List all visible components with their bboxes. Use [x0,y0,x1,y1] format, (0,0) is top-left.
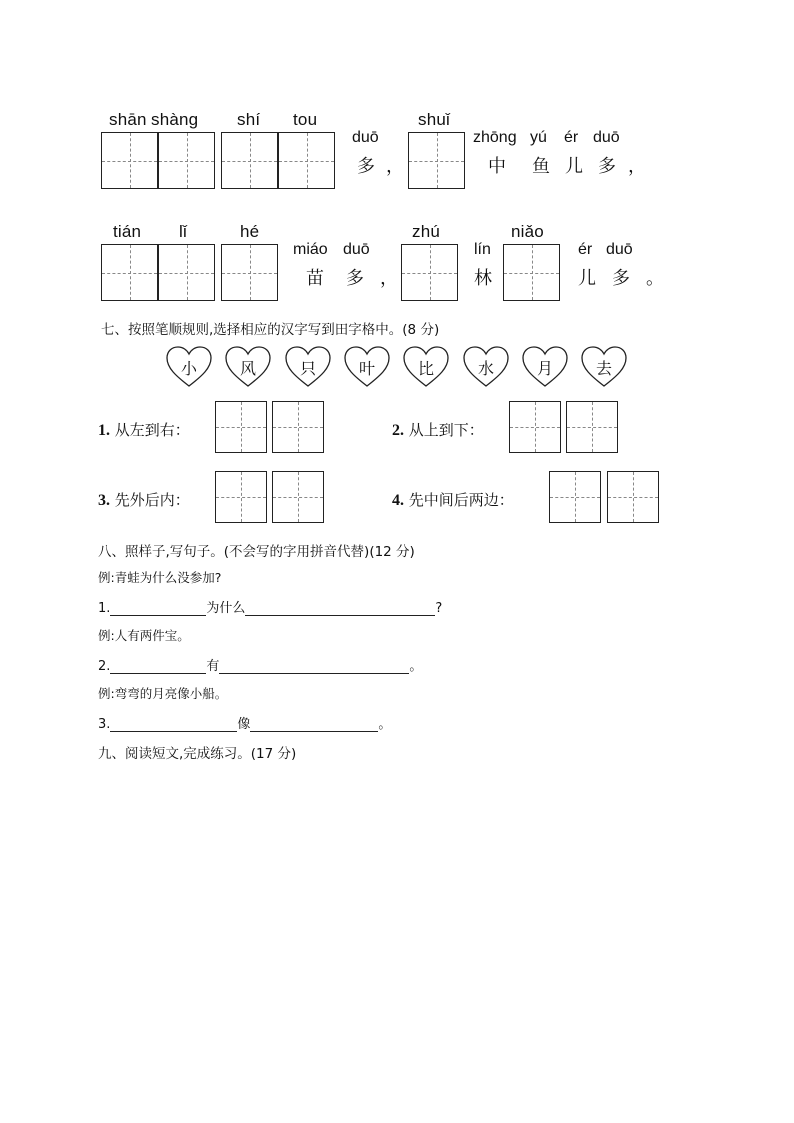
tian-grid-box[interactable] [278,132,335,189]
section-9-title: 九、阅读短文,完成练习。(17 分) [98,746,297,762]
pinyin-duo: duō [343,241,370,258]
item-number: 1. [98,422,110,439]
heart-card [166,346,212,388]
pinyin-duo-2: duō [606,241,633,258]
tian-grid-box[interactable] [272,471,324,523]
pinyin-he: hé [240,222,260,241]
heart-card [403,346,449,388]
q-mid: 有 [206,659,220,674]
item-number: 4. [392,492,404,509]
example-2: 例:人有两件宝。 [98,628,190,643]
tian-grid-box[interactable] [607,471,659,523]
pinyin-duo: duō [352,129,379,146]
heart-card [285,346,331,388]
tian-grid-box[interactable] [272,401,324,453]
sentence-q2 [98,655,422,674]
pinyin-zhong: zhōng [473,129,517,146]
heart-card [344,346,390,388]
tian-grid-box[interactable] [221,244,278,301]
hanzi-er: 儿 [565,156,583,177]
example-1: 例:青蛙为什么没参加? [98,570,222,585]
answer-blank[interactable] [110,717,237,732]
comma: ， [628,156,646,177]
tian-grid-box[interactable] [158,244,215,301]
answer-blank[interactable] [219,659,409,674]
item-label: 先中间后两边： [408,491,514,509]
tian-grid-box[interactable] [101,244,158,301]
tian-grid-box[interactable] [549,471,601,523]
stroke-order-item-2 [392,419,484,440]
period: 。 [646,268,664,289]
heart-char: 月 [536,359,553,378]
heart-char: 只 [299,359,316,378]
heart-char: 风 [239,359,256,378]
tian-grid-box[interactable] [215,401,267,453]
pinyin-shan: shān [109,110,147,129]
tian-grid-box[interactable] [158,132,215,189]
tian-grid-box[interactable] [401,244,458,301]
pinyin-er: ér [578,241,593,258]
item-label: 从上到下： [408,421,484,439]
answer-blank[interactable] [110,659,206,674]
pinyin-li: lǐ [179,222,187,241]
heart-char: 比 [417,359,434,378]
pinyin-shang: shàng [151,110,199,129]
hanzi-er: 儿 [578,268,596,289]
heart-char: 水 [477,359,494,378]
stroke-order-item-1 [98,419,190,440]
q-number: 2. [98,659,111,674]
tian-grid-box[interactable] [221,132,278,189]
answer-blank[interactable] [245,601,435,616]
pinyin-niao: niǎo [511,222,544,241]
item-number: 2. [392,422,404,439]
q-mid: 像 [237,717,251,732]
hanzi-duo-2: 多 [598,156,616,177]
hanzi-lin: 林 [474,268,492,289]
hanzi-yu: 鱼 [532,156,550,177]
section-7-title: 七、按照笔顺规则,选择相应的汉字写到田字格中。(8 分) [101,322,440,338]
heart-card [225,346,271,388]
hanzi-zhong: 中 [488,156,506,177]
heart-char: 叶 [358,359,375,378]
pinyin-miao: miáo [293,241,328,258]
pinyin-tian: tián [113,222,142,241]
section-8-title: 八、照样子,写句子。(不会写的字用拼音代替)(12 分) [98,544,415,560]
heart-card [463,346,509,388]
hanzi-duo-2: 多 [612,268,630,289]
q-end: 。 [409,659,423,674]
item-label: 从左到右： [114,421,190,439]
q-mid: 为什么 [206,601,246,616]
tian-grid-box[interactable] [503,244,560,301]
comma: ， [386,156,404,177]
tian-grid-box[interactable] [101,132,158,189]
tian-grid-box[interactable] [509,401,561,453]
example-3: 例:弯弯的月亮像小船。 [98,686,228,701]
heart-char: 小 [180,359,197,378]
heart-char: 去 [595,359,612,378]
pinyin-tou: tou [293,110,318,129]
tian-grid-box[interactable] [566,401,618,453]
answer-blank[interactable] [110,601,206,616]
q-end: ? [435,601,443,616]
heart-card [581,346,627,388]
pinyin-shi: shí [237,110,261,129]
pinyin-yu: yú [530,129,547,146]
answer-blank[interactable] [250,717,378,732]
heart-card [522,346,568,388]
item-label: 先外后内： [114,491,190,509]
q-end: 。 [378,717,392,732]
pinyin-shui: shuǐ [418,110,450,129]
hanzi-duo: 多 [346,268,364,289]
sentence-q3 [98,713,391,732]
comma: ， [380,268,398,289]
stroke-order-item-4 [392,489,514,510]
q-number: 3. [98,717,111,732]
tian-grid-box[interactable] [215,471,267,523]
hanzi-duo: 多 [357,156,375,177]
item-number: 3. [98,492,110,509]
q-number: 1. [98,601,111,616]
pinyin-duo-2: duō [593,129,620,146]
sentence-q1 [98,597,442,616]
pinyin-er: ér [564,129,579,146]
tian-grid-box[interactable] [408,132,465,189]
hanzi-miao: 苗 [306,268,324,289]
stroke-order-item-3 [98,489,190,510]
pinyin-lin: lín [474,241,491,258]
pinyin-zhu: zhú [412,222,441,241]
